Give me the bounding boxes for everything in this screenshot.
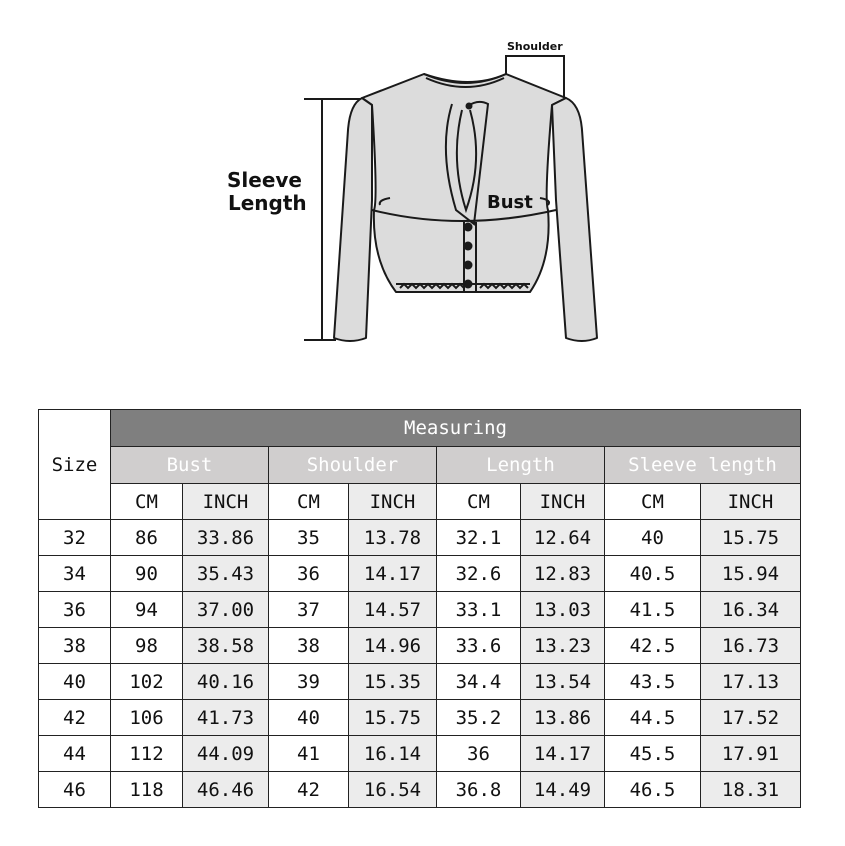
size-cell: 36: [39, 592, 111, 628]
measurement-cell: 36: [269, 556, 349, 592]
measurement-cell: 42.5: [605, 628, 701, 664]
size-chart-table: [38, 409, 801, 808]
measurement-cell: 15.35: [349, 664, 437, 700]
sleeve-label-line1: Sleeve: [227, 168, 302, 192]
measurement-cell: 13.54: [521, 664, 605, 700]
measurement-cell: 12.83: [521, 556, 605, 592]
measurement-cell: 40.16: [183, 664, 269, 700]
measurement-cell: 35.43: [183, 556, 269, 592]
unit-header: INCH: [521, 484, 605, 520]
column-group-header: Shoulder: [269, 447, 437, 484]
measurement-cell: 102: [111, 664, 183, 700]
unit-header: CM: [437, 484, 521, 520]
unit-header: INCH: [349, 484, 437, 520]
measurement-cell: 17.13: [701, 664, 801, 700]
measurement-cell: 34.4: [437, 664, 521, 700]
measurement-cell: 41.5: [605, 592, 701, 628]
measurement-cell: 90: [111, 556, 183, 592]
measurement-cell: 38: [269, 628, 349, 664]
size-cell: 40: [39, 664, 111, 700]
table-row: [39, 736, 801, 772]
measurement-cell: 15.94: [701, 556, 801, 592]
measurement-cell: 16.73: [701, 628, 801, 664]
measurement-cell: 46.46: [183, 772, 269, 808]
table-row: [39, 700, 801, 736]
size-cell: 38: [39, 628, 111, 664]
table-row: [39, 556, 801, 592]
column-group-header: Bust: [111, 447, 269, 484]
measurement-cell: 37: [269, 592, 349, 628]
measurement-cell: 13.03: [521, 592, 605, 628]
measurement-cell: 44.5: [605, 700, 701, 736]
measurement-cell: 36.8: [437, 772, 521, 808]
measurement-cell: 35: [269, 520, 349, 556]
measurement-cell: 112: [111, 736, 183, 772]
measurement-cell: 16.34: [701, 592, 801, 628]
size-header: Size: [39, 410, 111, 520]
measurement-cell: 14.57: [349, 592, 437, 628]
measurement-cell: 14.17: [521, 736, 605, 772]
measurement-cell: 44.09: [183, 736, 269, 772]
measurement-cell: 98: [111, 628, 183, 664]
column-group-header: Sleeve length: [605, 447, 801, 484]
measurement-cell: 40: [605, 520, 701, 556]
measurement-cell: 13.78: [349, 520, 437, 556]
left-sleeve: [334, 98, 372, 341]
unit-header: INCH: [183, 484, 269, 520]
table-row: [39, 520, 801, 556]
unit-header: INCH: [701, 484, 801, 520]
measurement-cell: 33.86: [183, 520, 269, 556]
size-cell: 46: [39, 772, 111, 808]
bust-label: Bust: [487, 192, 533, 213]
measurement-cell: 43.5: [605, 664, 701, 700]
measurement-cell: 40: [269, 700, 349, 736]
measurement-cell: 32.6: [437, 556, 521, 592]
table-row: [39, 628, 801, 664]
measurement-cell: 16.14: [349, 736, 437, 772]
measuring-header: Measuring: [111, 410, 801, 447]
measurement-cell: 33.1: [437, 592, 521, 628]
measurement-cell: 106: [111, 700, 183, 736]
measurement-cell: 32.1: [437, 520, 521, 556]
measurement-cell: 14.49: [521, 772, 605, 808]
measurement-cell: 42: [269, 772, 349, 808]
cardigan-diagram: [0, 0, 845, 400]
right-sleeve: [552, 98, 597, 341]
unit-header: CM: [111, 484, 183, 520]
measurement-cell: 18.31: [701, 772, 801, 808]
measurement-cell: 14.17: [349, 556, 437, 592]
measurement-cell: 17.91: [701, 736, 801, 772]
measurement-cell: 86: [111, 520, 183, 556]
measurement-cell: 118: [111, 772, 183, 808]
measurement-cell: 17.52: [701, 700, 801, 736]
column-group-header: Length: [437, 447, 605, 484]
measurement-cell: 41.73: [183, 700, 269, 736]
sleeve-label-line2: Length: [228, 191, 307, 215]
measurement-cell: 13.86: [521, 700, 605, 736]
measurement-cell: 15.75: [701, 520, 801, 556]
measurement-cell: 13.23: [521, 628, 605, 664]
measurement-cell: 35.2: [437, 700, 521, 736]
measurement-cell: 46.5: [605, 772, 701, 808]
table-row: [39, 664, 801, 700]
measurement-cell: 15.75: [349, 700, 437, 736]
measurement-cell: 45.5: [605, 736, 701, 772]
measurement-cell: 39: [269, 664, 349, 700]
measurement-cell: 14.96: [349, 628, 437, 664]
unit-header: CM: [605, 484, 701, 520]
measurement-cell: 41: [269, 736, 349, 772]
shoulder-label: Shoulder: [507, 40, 563, 53]
table-row: [39, 772, 801, 808]
measurement-cell: 37.00: [183, 592, 269, 628]
size-cell: 32: [39, 520, 111, 556]
measurement-cell: 94: [111, 592, 183, 628]
unit-header: CM: [269, 484, 349, 520]
measurement-cell: 12.64: [521, 520, 605, 556]
measurement-cell: 40.5: [605, 556, 701, 592]
size-cell: 34: [39, 556, 111, 592]
measurement-cell: 16.54: [349, 772, 437, 808]
size-cell: 42: [39, 700, 111, 736]
measurement-cell: 33.6: [437, 628, 521, 664]
size-cell: 44: [39, 736, 111, 772]
table-row: [39, 592, 801, 628]
measurement-cell: 38.58: [183, 628, 269, 664]
measurement-cell: 36: [437, 736, 521, 772]
